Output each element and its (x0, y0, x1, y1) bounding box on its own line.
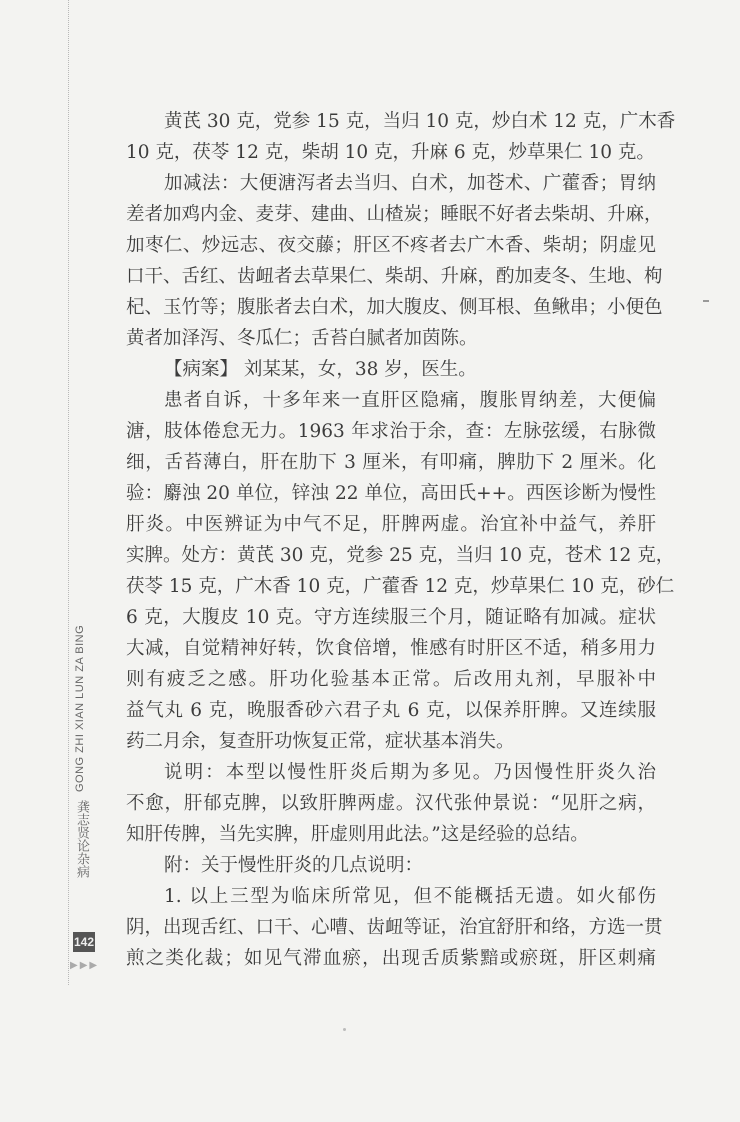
text-line: 1. 以上三型为临床所常见，但不能概括无遗。如火郁伤 (164, 886, 656, 907)
text-line: 细，舌苔薄白，肝在肋下 3 厘米，有叩痛，脾肋下 2 厘米。化 (126, 452, 656, 473)
text-line: 说明：本型以慢性肝炎后期为多见。乃因慢性肝炎久治 (164, 762, 656, 783)
case-heading: 【病案】 刘某某，女，38 岁，医生。 (164, 359, 477, 380)
text-line: 溏，肢体倦怠无力。1963 年求治于余，查：左脉弦缓，右脉微 (126, 421, 656, 442)
running-title-chinese: 龚志贤论杂病 (74, 800, 89, 878)
text-line: 加枣仁、炒远志、夜交藤；肝区不疼者去广木香、柴胡；阴虚见 (126, 235, 656, 256)
text-line: 10 克，茯苓 12 克，柴胡 10 克，升麻 6 克，炒草果仁 10 克。 (126, 142, 655, 163)
text-line: 肝炎。中医辨证为中气不足，肝脾两虚。治宜补中益气，养肝 (126, 514, 656, 535)
text-line: 不愈，肝郁克脾，以致肝脾两虚。汉代张仲景说：“见肝之病， (126, 793, 656, 814)
body-text (126, 106, 676, 974)
margin-dotted-line (68, 0, 69, 985)
text-line: 实脾。处方：黄芪 30 克，党参 25 克，当归 10 克，苍术 12 克， (126, 545, 675, 566)
text-line: 知肝传脾，当先实脾，肝虚则用此法。”这是经验的总结。 (126, 824, 589, 845)
text-line: 药二月余，复查肝功恢复正常，症状基本消失。 (126, 731, 515, 752)
appendix-heading: 附：关于慢性肝炎的几点说明： (164, 855, 424, 876)
text-line: 黄芪 30 克，党参 15 克，当归 10 克，炒白术 12 克，广木香 (164, 111, 676, 132)
text-line: 杞、玉竹等；腹胀者去白术，加大腹皮、侧耳根、鱼鳅串；小便色 (126, 297, 663, 318)
page-number: 142 (73, 932, 95, 952)
text-line: 验：麝浊 20 单位，锌浊 22 单位，高田氏++。西医诊断为慢性 (126, 483, 656, 504)
text-line: 患者自诉，十多年来一直肝区隐痛，腹胀胃纳差，大便偏 (164, 390, 656, 411)
scan-dot (343, 1028, 346, 1031)
text-line: 茯苓 15 克，广木香 10 克，广藿香 12 克，炒草果仁 10 克，砂仁 (126, 576, 675, 597)
text-line: 差者加鸡内金、麦芽、建曲、山楂炭；睡眠不好者去柴胡、升麻， (126, 204, 663, 225)
text-line: 黄者加泽泻、冬瓜仁；舌苔白腻者加茵陈。 (126, 328, 478, 349)
text-line: 益气丸 6 克，晚服香砂六君子丸 6 克，以保养肝脾。又连续服 (126, 700, 656, 721)
scan-mark (703, 300, 709, 302)
arrow-decoration-icon: ▶▶▶ (70, 960, 100, 971)
text-line: 加减法：大便溏泻者去当归、白术，加苍术、广藿香；胃纳 (164, 173, 656, 194)
text-line: 6 克，大腹皮 10 克。守方连续服三个月，随证略有加减。症状 (126, 607, 656, 628)
text-line: 口干、舌红、齿衄者去草果仁、柴胡、升麻，酌加麦冬、生地、枸 (126, 266, 663, 287)
text-line: 煎之类化裁；如见气滞血瘀，出现舌质紫黯或瘀斑，肝区刺痛 (126, 948, 656, 969)
text-line: 则有疲乏之感。肝功化验基本正常。后改用丸剂，早服补中 (126, 669, 656, 690)
running-title-pinyin: GONG ZHI XIAN LUN ZA BING (74, 624, 86, 792)
text-line: 阴，出现舌红、口干、心嘈、齿衄等证，治宜舒肝和络，方选一贯 (126, 917, 663, 938)
text-line: 大减，自觉精神好转，饮食倍增，惟感有时肝区不适，稍多用力 (126, 638, 656, 659)
